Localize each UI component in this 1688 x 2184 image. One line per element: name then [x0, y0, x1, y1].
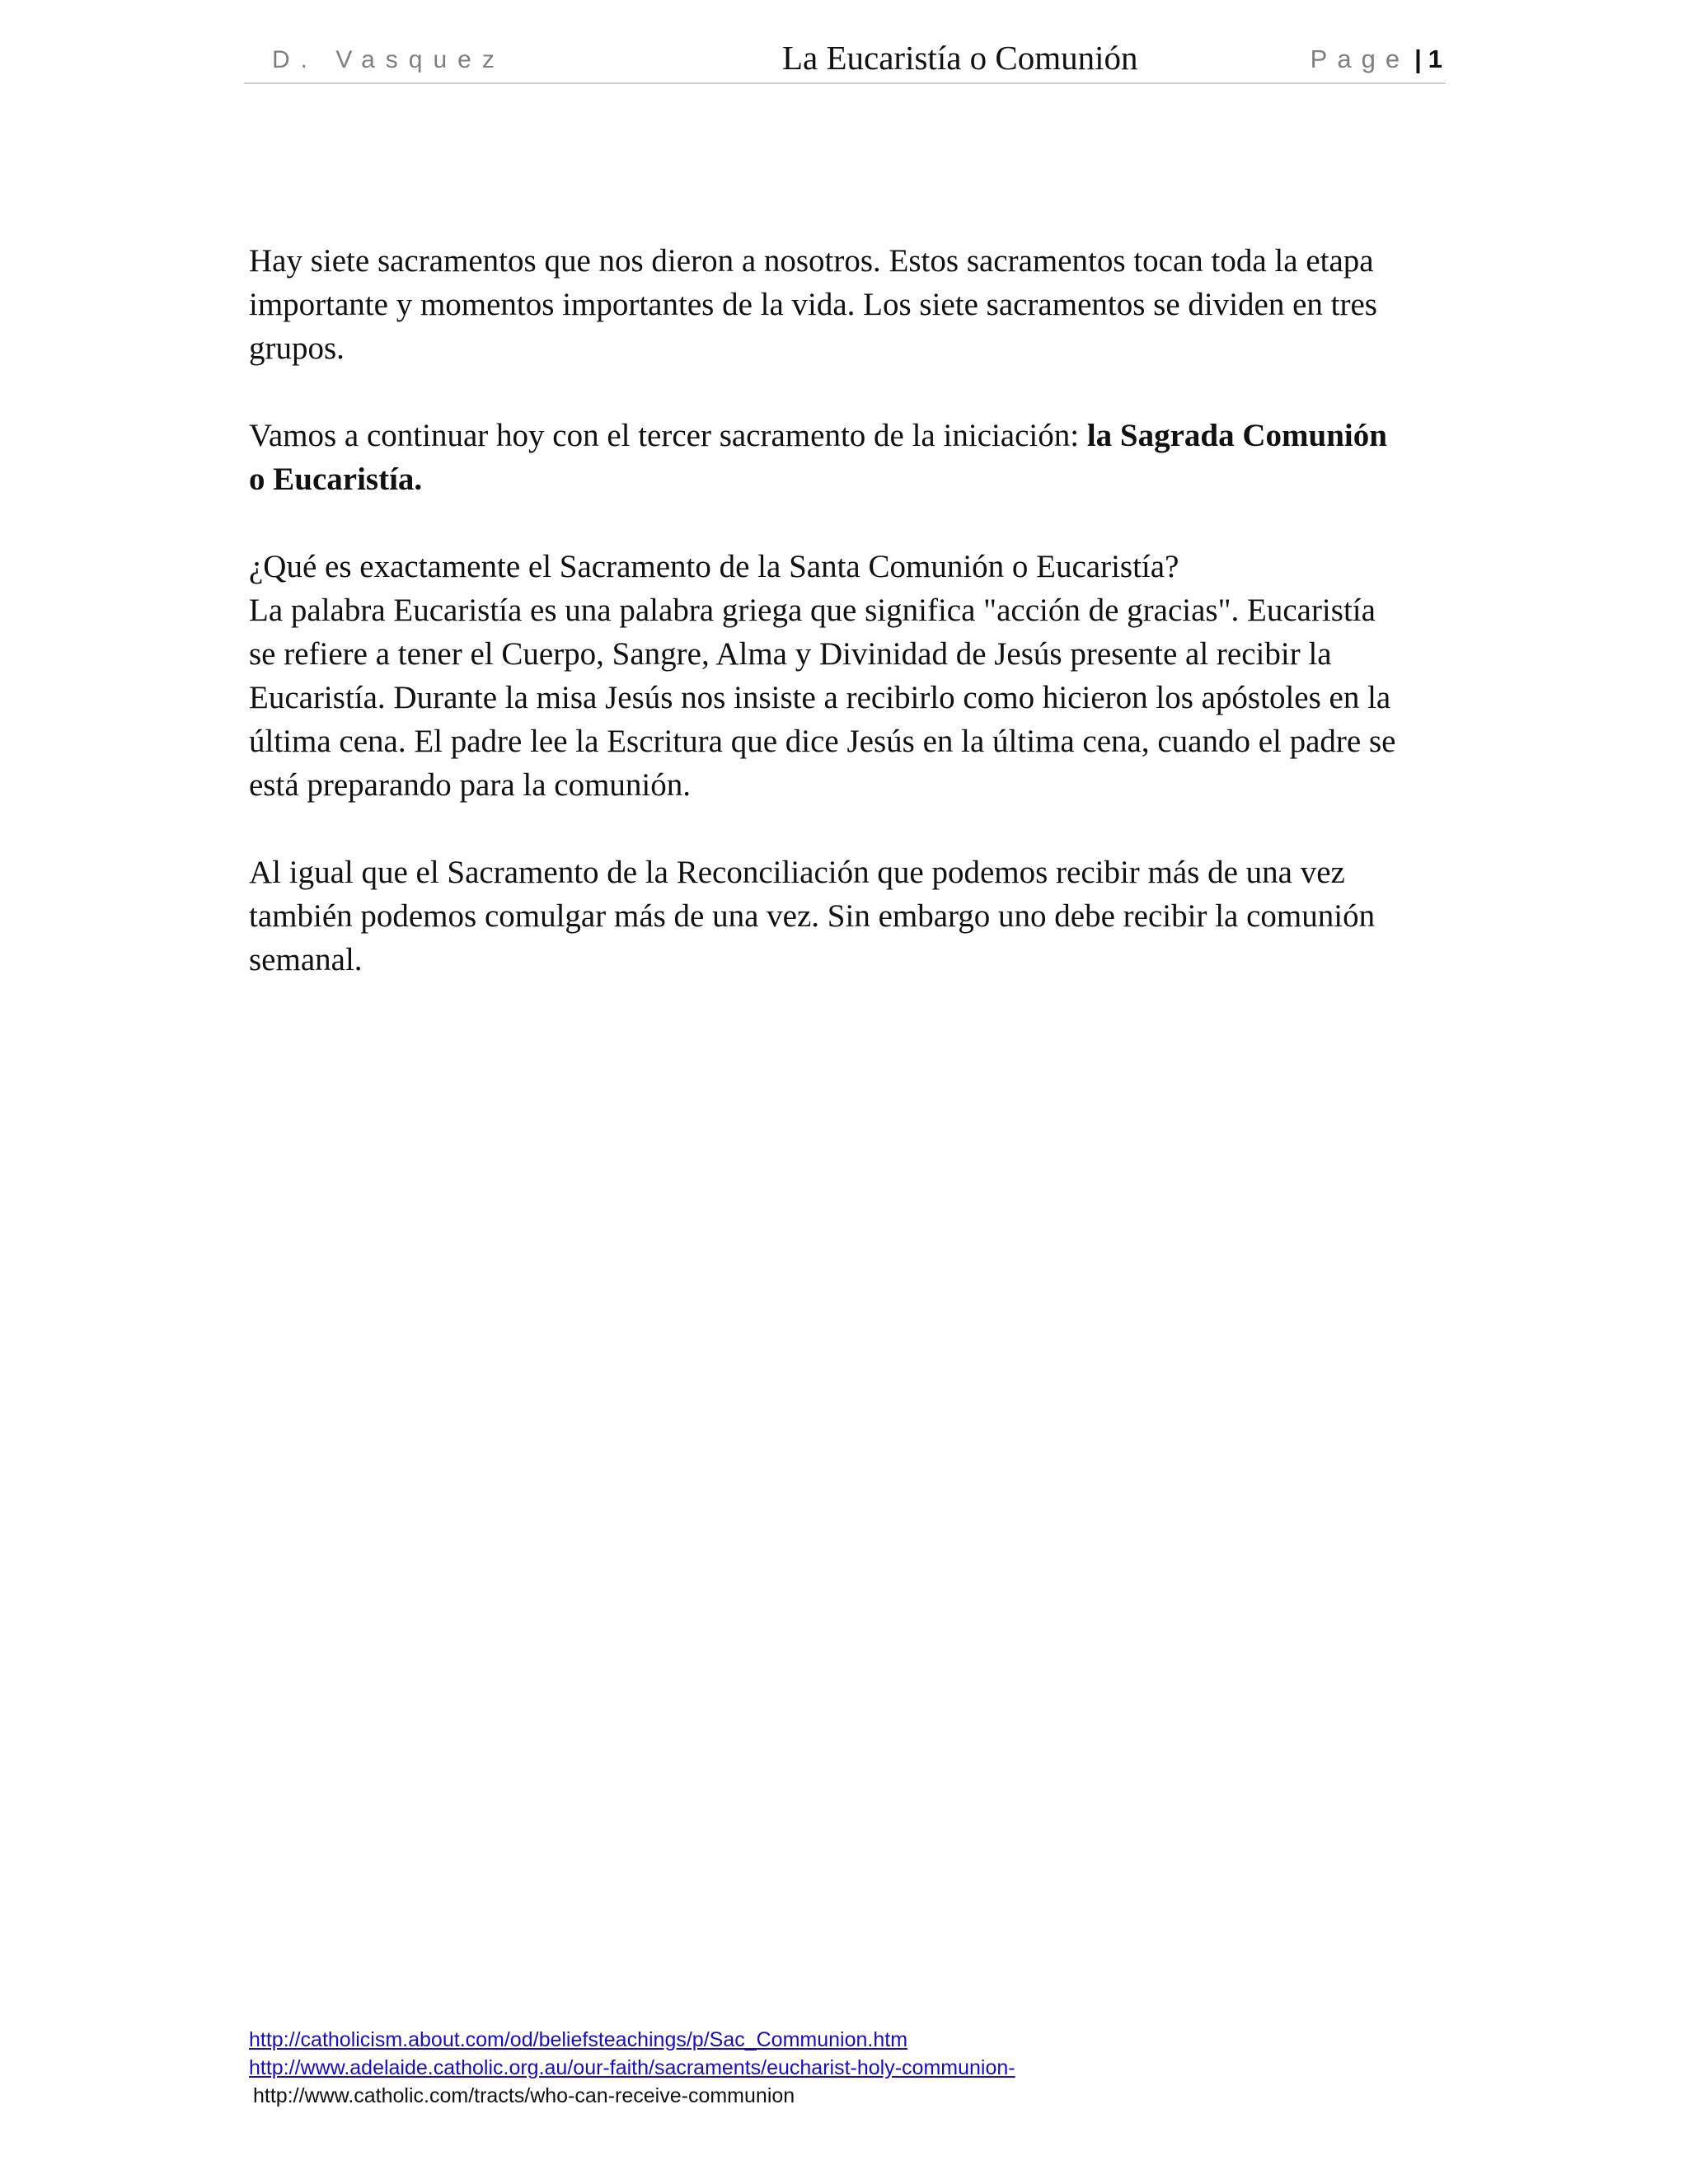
text-line: importante y momentos importantes de la vida. Los siete sacramentos se dividen en tres: [249, 287, 1377, 322]
text-line: ¿Qué es exactamente el Sacramento de la Santa Comunión o Eucaristía?: [249, 549, 1179, 584]
header-page-number: [1311, 45, 1442, 74]
text-line: semanal.: [249, 942, 363, 977]
text-line: La palabra Eucaristía es una palabra griega que significa "acción de gracias". Eucaristía: [249, 593, 1376, 628]
reference-link[interactable]: http://catholicism.about.com/od/beliefsteachings/p/Sac_Communion.htm: [249, 2028, 908, 2051]
text-line-bold: o Eucaristía.: [249, 462, 423, 497]
text-line: Hay siete sacramentos que nos dieron a nosotros. Estos sacramentos tocan toda la etapa: [249, 243, 1374, 279]
text-line: Al igual que el Sacramento de la Reconciliación que podemos recibir más de una vez: [249, 855, 1345, 890]
header-title: La Eucaristía o Comunión: [782, 39, 1138, 77]
references-list: [249, 2026, 1015, 2110]
header-page-separator: |: [1414, 45, 1422, 73]
paragraph-continue: [249, 414, 1452, 501]
reference-item: [249, 2054, 1015, 2082]
document-body: [249, 239, 1452, 1025]
text-line: también podemos comulgar más de una vez. Sin embargo uno debe recibir la comunión: [249, 898, 1376, 934]
paragraph-question: [249, 545, 1452, 807]
text-line: se refiere a tener el Cuerpo, Sangre, Alma y Divinidad de Jesús presente al recibir la: [249, 636, 1332, 672]
page-header: [244, 33, 1446, 84]
header-page-num: 1: [1428, 45, 1442, 73]
paragraph-intro: [249, 239, 1452, 370]
text-line: [249, 414, 1452, 457]
text-bold: la Sagrada Comunión: [1086, 418, 1387, 453]
reference-link[interactable]: http://www.adelaide.catholic.org.au/our-faith/sacraments/eucharist-holy-communion-: [249, 2056, 1015, 2079]
text-normal: Vamos a continuar hoy con el tercer sacramento de la iniciación:: [249, 418, 1087, 453]
reference-item: [249, 2026, 1015, 2054]
paragraph-reconciliation: [249, 851, 1452, 982]
text-line: está preparando para la comunión.: [249, 767, 692, 803]
text-line: grupos.: [249, 330, 345, 366]
text-line: Eucaristía. Durante la misa Jesús nos insiste a recibirlo como hicieron los apóstoles en la: [249, 680, 1391, 715]
text-line: última cena. El padre lee la Escritura que dice Jesús en la última cena, cuando el padre se: [249, 724, 1396, 759]
reference-text: http://www.catholic.com/tracts/who-can-receive-communion: [253, 2084, 795, 2107]
header-author: D. Vasquez: [272, 46, 505, 73]
header-page-label: Page: [1310, 45, 1410, 73]
